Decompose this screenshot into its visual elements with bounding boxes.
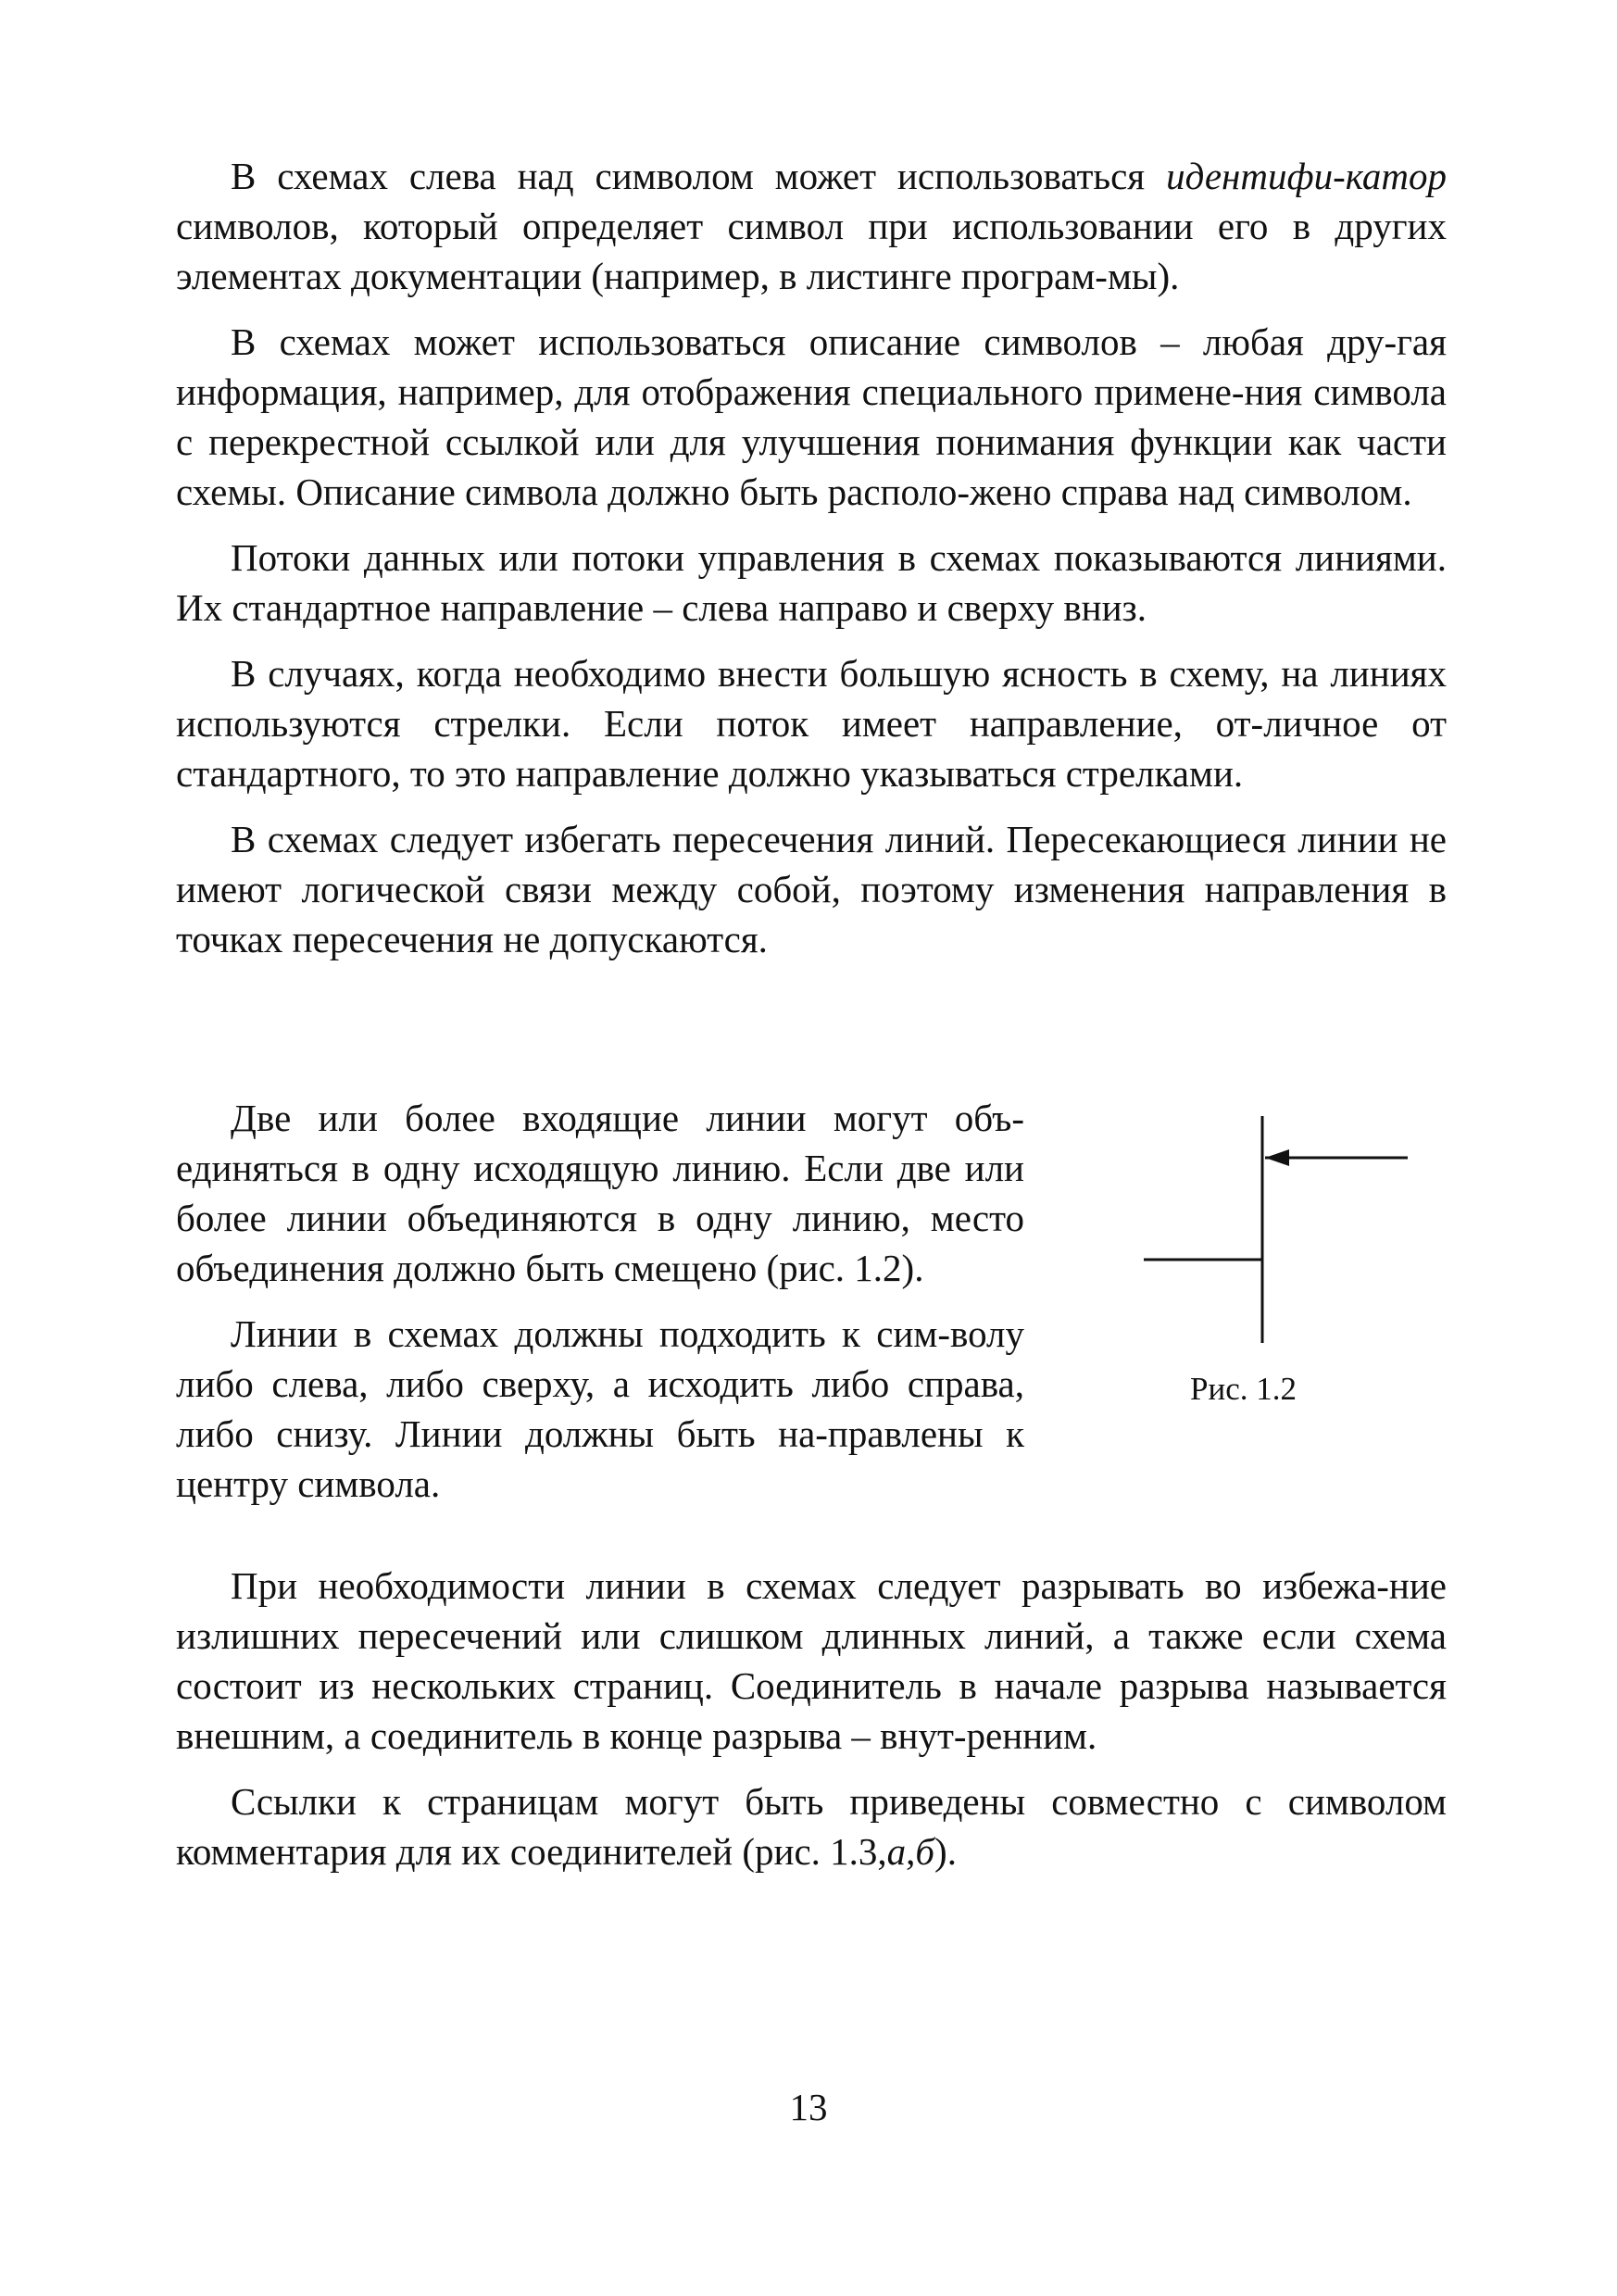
page-number: 13 bbox=[789, 2086, 828, 2128]
text-block-top bbox=[176, 151, 1447, 964]
paragraph: Две или более входящие линии могут объ-единяться в одну исходящую линию. Если две или более линии объединяются в одну линию, место объединения должно быть смещено (рис. 1.2). bbox=[176, 1097, 1024, 1289]
paragraph: В схемах может использоваться описание символов – любая дру-гая информация, например, для отображения специального примене-ния символа с перекрестной ссылкой или для улучшения понимания функции как части схемы. Описание символа должно быть располо-жено справа над символом. bbox=[176, 320, 1447, 513]
arrowhead-icon bbox=[1265, 1149, 1289, 1166]
paragraph: При необходимости линии в схемах следует разрывать во избежа-ние излишних пересечений или слишком длинных линий, а также если схема состоит из нескольких страниц. Соединитель в начале разрыва называется внешним, а соединитель в конце разрыва – внут-ренним. bbox=[176, 1564, 1447, 1757]
paragraph: Линии в схемах должны подходить к сим-волу либо слева, либо сверху, а исходить либо справа, либо снизу. Линии должны быть на-правлены к центру символа. bbox=[176, 1312, 1024, 1505]
paragraph: Потоки данных или потоки управления в схемах показываются линиями. Их стандартное направление – слева направо и сверху вниз. bbox=[176, 536, 1447, 629]
paragraph: В схемах следует избегать пересечения линий. Пересекающиеся линии не имеют логической связи между собой, поэтому изменения направления в точках пересечения не допускаются. bbox=[176, 818, 1447, 960]
paragraph: В случаях, когда необходимо внести большую ясность в схему, на линиях используются стрелки. Если поток имеет направление, от-личное от стандартного, то это направление должно указываться стрелками. bbox=[176, 652, 1447, 795]
text-block-narrow bbox=[176, 1093, 1024, 1524]
paragraph-references: Ссылки к страницам могут быть приведены совместно с символом комментария для их соединителей (рис. 1.3,а,б). bbox=[176, 1780, 1447, 1873]
figure-caption: Рис. 1.2 bbox=[1190, 1371, 1297, 1407]
paragraph-identifier: В схемах слева над символом может использоваться идентифи-катор символов, который определяет символ при использовании его в других элементах документации (например, в листинге програм-мы). bbox=[176, 155, 1447, 297]
text-block-bottom bbox=[176, 1561, 1447, 1876]
emphasis-term: идентифи-катор bbox=[1166, 155, 1447, 197]
